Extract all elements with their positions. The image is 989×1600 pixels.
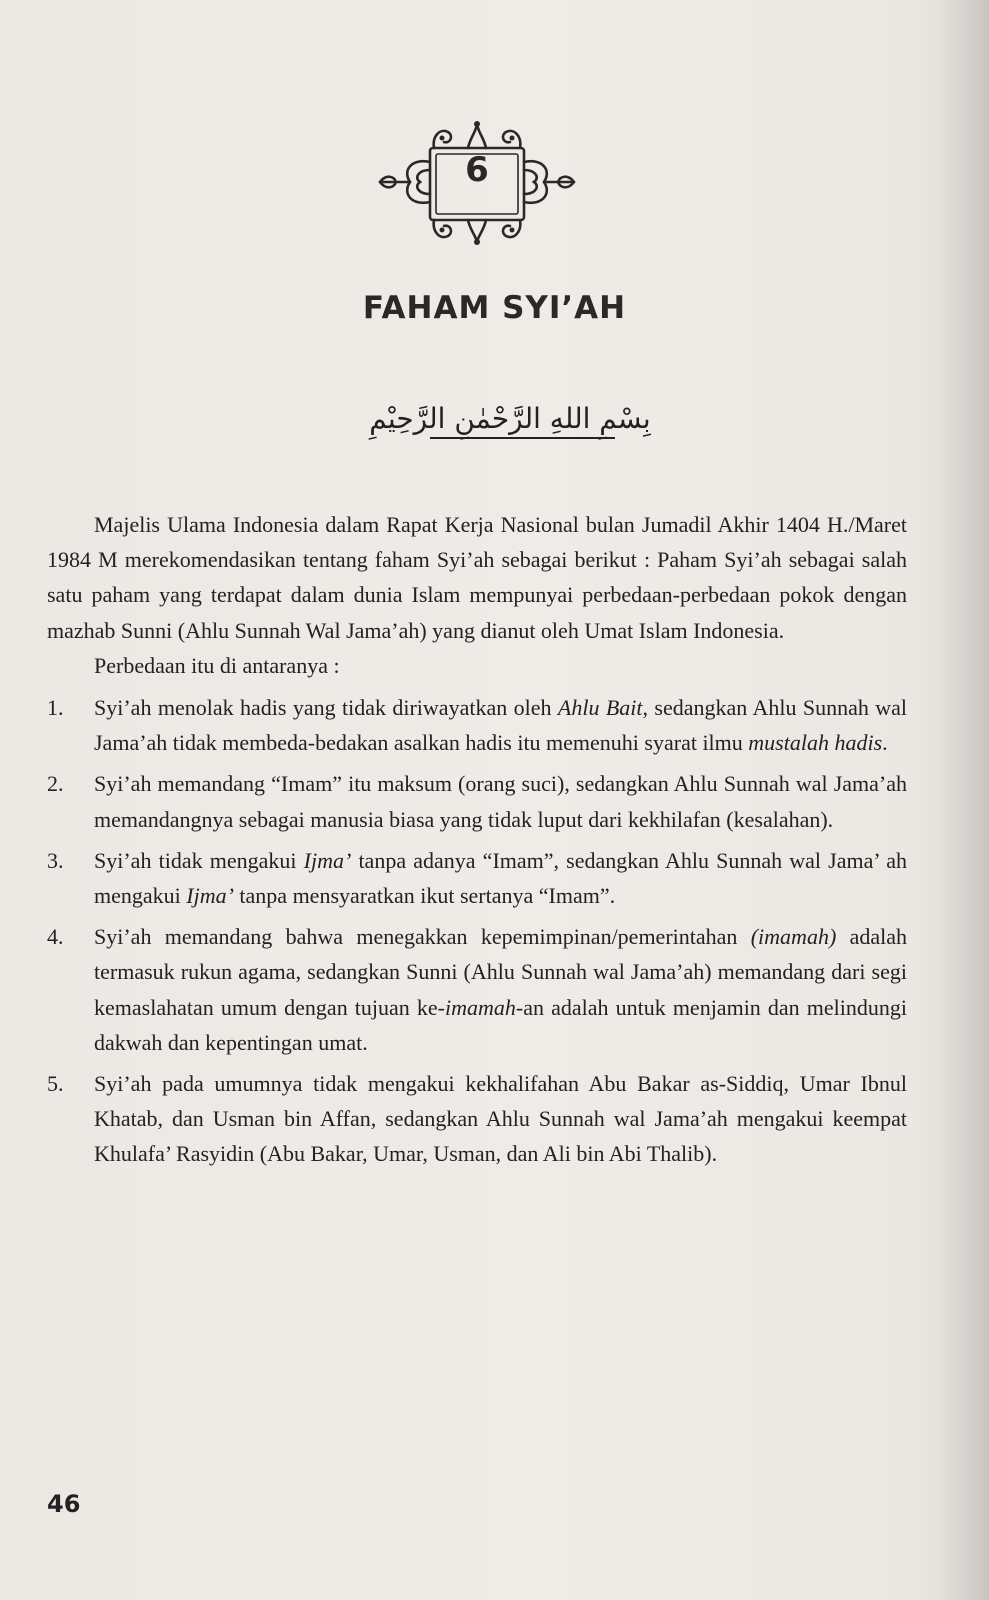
list-item-italic: (imamah) xyxy=(750,924,837,950)
list-item xyxy=(47,1066,907,1172)
list-item-text: tanpa mensyaratkan ikut sertanya “Imam”. xyxy=(233,883,616,909)
list-item-text: , sedangkan Ahlu Sunnah wal Jama’ah tidak membeda-bedakan asalkan hadis itu memenuhi syarat ilmu xyxy=(94,695,908,756)
lead-paragraph: Perbedaan itu di antaranya : xyxy=(94,652,340,678)
list-item-text: Syi’ah pada umumnya tidak mengakui kekhalifahan Abu Bakar as-Siddiq, Umar Ibnul Khatab, dan Usman bin Affan, sedangkan Ahlu Sunnah wal Jama’ah mengakui keempat Khulafa’ Rasyidin (Abu Bakar, Umar, Usman, dan Ali bin Abi Thalib). xyxy=(94,1071,907,1167)
list-item-text: Syi’ah menolak hadis yang tidak diriwayatkan oleh xyxy=(94,695,558,721)
list-item-text: . xyxy=(882,730,888,756)
list-item-number: 2. xyxy=(47,771,64,797)
list-item-number: 5. xyxy=(47,1071,64,1097)
page-edge-shadow xyxy=(935,0,989,1600)
list-item-number: 1. xyxy=(47,695,64,721)
list-item xyxy=(47,919,907,1060)
list-item xyxy=(47,690,907,760)
basmala-stroke xyxy=(430,437,615,439)
page-number: 46 xyxy=(47,1490,81,1518)
list-item-text: Syi’ah memandang bahwa menegakkan kepemimpinan/pemerintahan xyxy=(94,924,751,950)
list-item-text: Syi’ah tidak mengakui xyxy=(94,847,304,873)
list-item-number: 4. xyxy=(47,924,64,950)
chapter-number: 6 xyxy=(465,150,489,190)
differences-list xyxy=(47,690,907,1172)
list-item-text: adalah termasuk rukun agama, sedangkan Sunni (Ahlu Sunnah wal Jama’ah) memandang dari segi kemaslahatan umum dengan tujuan ke- xyxy=(94,924,908,1020)
list-item-italic: Ijma’ xyxy=(303,847,352,873)
list-item xyxy=(47,766,907,836)
list-item-italic: Ahlu Bait xyxy=(557,695,643,721)
list-item-text: tanpa adanya “Imam”, sedangkan Ahlu Sunnah wal Jama’ ah mengakui xyxy=(94,847,907,909)
list-item-text: Syi’ah memandang “Imam” itu maksum (orang suci), sedangkan Ahlu Sunnah wal Jama’ah memandangnya sebagai manusia biasa yang tidak luput dari kekhilafan (kesalahan). xyxy=(94,771,907,832)
chapter-body xyxy=(47,507,907,1178)
list-item-italic: Ijma’ xyxy=(186,883,234,909)
list-item-number: 3. xyxy=(47,847,64,873)
basmala-calligraphy: بِسْمِ اللهِ الرَّحْمٰنِ الرَّحِيْمِ xyxy=(369,402,651,435)
list-item-text: -an adalah untuk menjamin dan melindungi dakwah dan kepentingan umat. xyxy=(94,994,907,1055)
list-item-italic: mustalah hadis xyxy=(748,730,883,756)
chapter-title: FAHAM SYI’AH xyxy=(362,290,627,326)
list-item-italic: imamah xyxy=(445,994,516,1020)
intro-paragraph: Majelis Ulama Indonesia dalam Rapat Kerja Nasional bulan Jumadil Akhir 1404 H./Maret 1984 M merekomendasikan tentang faham Syi’ah sebagai berikut : Paham Syi’ah sebagai salah satu paham yang terdapat dalam dunia Islam mempunyai perbedaan-perbedaan pokok dengan mazhab Sunni (Ahlu Sunnah Wal Jama’ah) yang dianut oleh Umat Islam Indonesia. xyxy=(47,512,907,643)
list-item xyxy=(47,843,907,913)
